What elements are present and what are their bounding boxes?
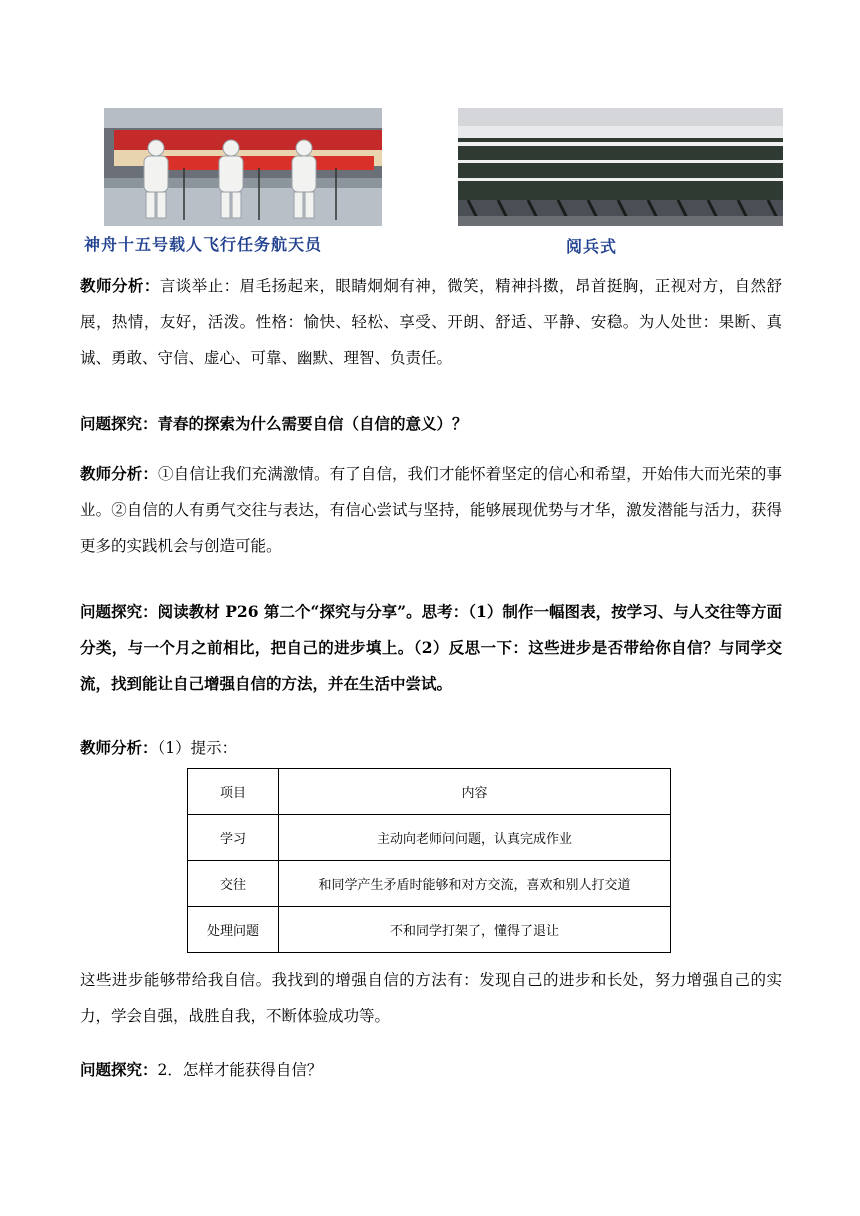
question-1: 问题探究：青春的探索为什么需要自信（自信的意义）？ — [80, 414, 468, 433]
table-cell: 不和同学打架了，懂得了退让 — [279, 907, 671, 953]
question-3 — [80, 1052, 782, 1088]
table-row — [188, 907, 671, 953]
text: ①自信让我们充满激情。有了自信，我们才能怀着坚定的信心和希望，开始伟大而光荣的事业。②自信的人有勇气交往与表达，有信心尝试与坚持，能够展现优势与才华，激发潜能与活力，获得更多的实践机会与创造可能。 — [80, 465, 782, 555]
header-cell: 项目 — [188, 769, 279, 815]
label: 问题探究： — [80, 1060, 158, 1079]
table-cell: 主动向老师问问题，认真完成作业 — [279, 815, 671, 861]
teacher-analysis-2 — [80, 456, 782, 564]
question-2: 问题探究：阅读教材 P26 第二个“探究与分享”。思考：（1）制作一幅图表，按学习、与人交往等方面分类，与一个月之前相比，把自己的进步填上。（2）反思一下：这些进步是否带给你自信？与同学交流，找到能让自己增强自信的方法，并在生活中尝试。 — [80, 602, 782, 693]
text: 言谈举止：眉毛扬起来，眼睛炯炯有神，微笑，精神抖擞，昂首挺胸，正视对方，自然舒展，热情，友好，活泼。性格：愉快、轻松、享受、开朗、舒适、平静、安稳。为人处世：果断、真诚、勇敢、守信、虚心、可靠、幽默、理智、负责任。 — [80, 277, 782, 367]
table-row — [188, 861, 671, 907]
teacher-analysis-1 — [80, 268, 782, 376]
table-cell: 交往 — [188, 861, 279, 907]
progress-table — [187, 768, 671, 953]
table-cell: 和同学产生矛盾时能够和对方交流，喜欢和别人打交道 — [279, 861, 671, 907]
table-header-row — [188, 769, 671, 815]
label: 教师分析： — [80, 738, 158, 757]
conclusion-paragraph: 这些进步能够带给我自信。我找到的增强自信的方法有：发现自己的进步和长处，努力增强自己的实力，学会自强，战胜自我，不断体验成功等。 — [80, 971, 782, 1025]
header-cell: 内容 — [279, 769, 671, 815]
text: 2．怎样才能获得自信？ — [157, 1061, 323, 1079]
table-row — [188, 815, 671, 861]
teacher-analysis-3 — [80, 730, 782, 766]
table-cell: 处理问题 — [188, 907, 279, 953]
left-photo-caption: 神舟十五号载人飞行任务航天员 — [84, 235, 323, 254]
right-photo-caption: 阅兵式 — [566, 237, 618, 256]
parade-photo — [458, 108, 783, 226]
table-cell: 学习 — [188, 815, 279, 861]
astronauts-photo — [104, 108, 382, 226]
label: 教师分析： — [80, 464, 159, 483]
text: （1）提示： — [157, 739, 238, 757]
label: 教师分析： — [80, 276, 160, 295]
